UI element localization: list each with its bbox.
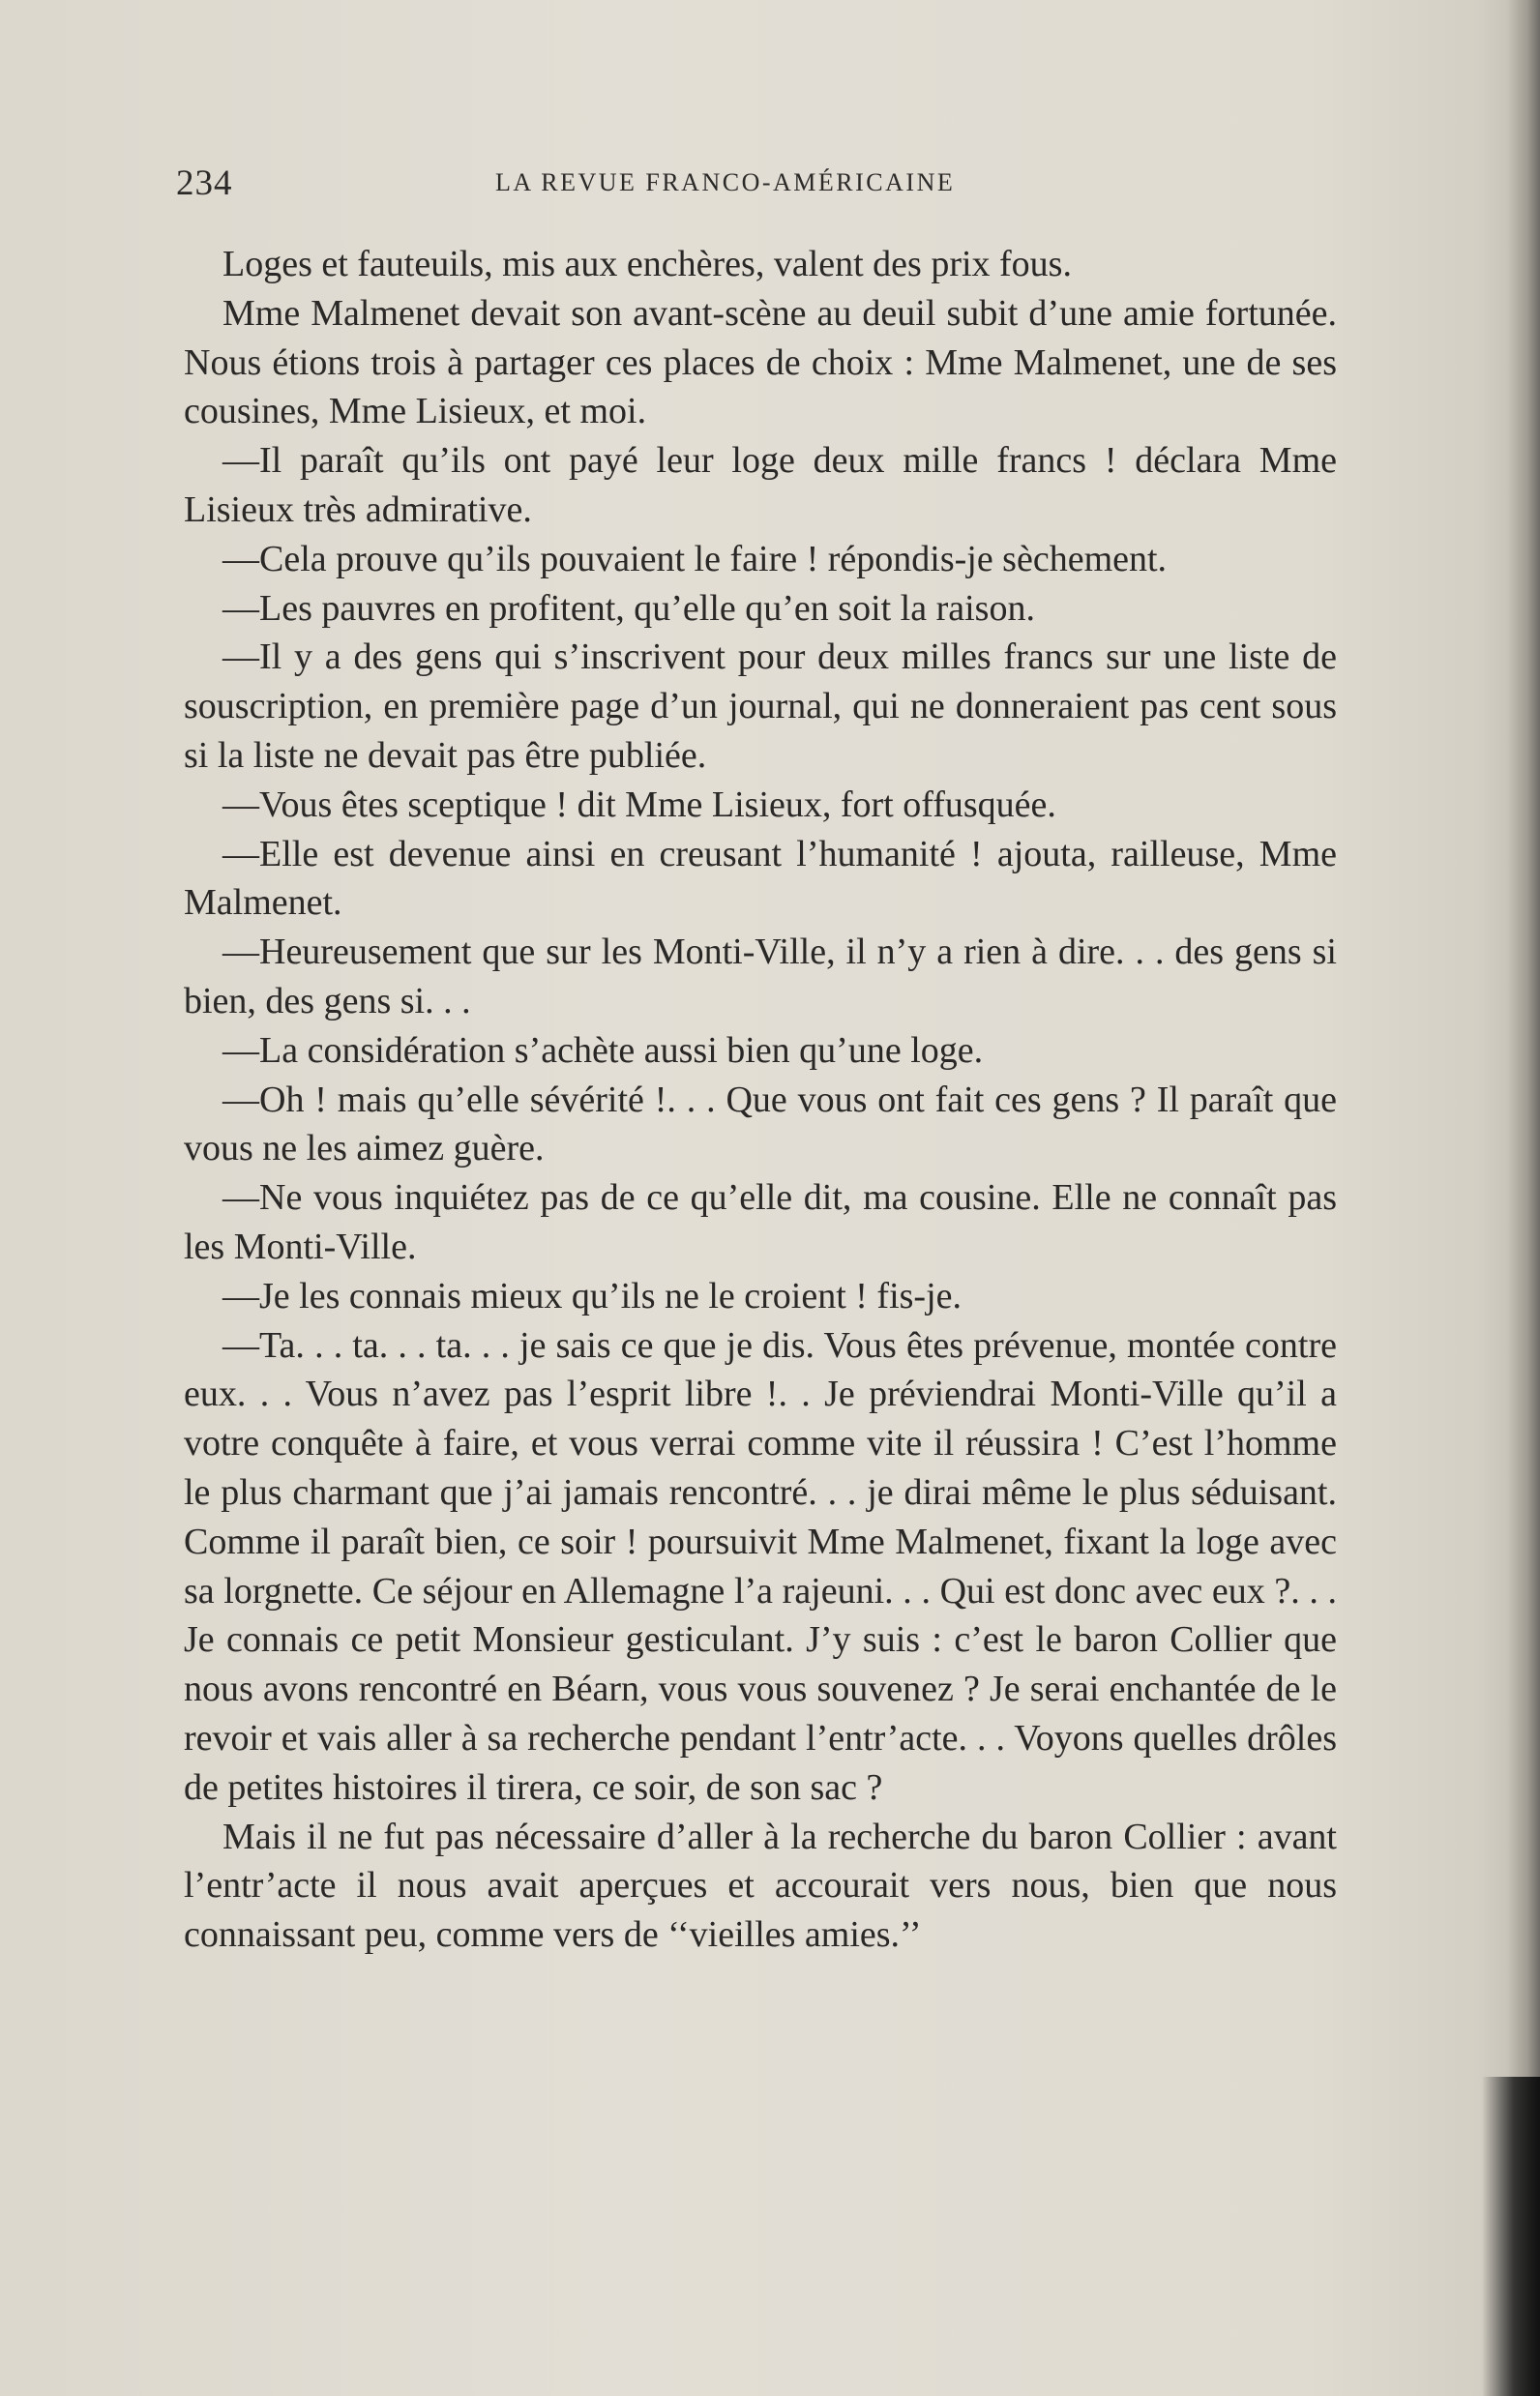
- paragraph: —Les pauvres en profitent, qu’elle qu’en soit la raison.: [222, 587, 1035, 629]
- paragraph: —Il y a des gens qui s’inscrivent pour deux milles francs sur une liste de souscription, en première page d’un journal, qui ne donneraient pas cent sous si la liste ne devait pas être publiée.: [184, 636, 1337, 776]
- paragraph: —Oh ! mais qu’elle sévérité !. . . Que vous ont fait ces gens ? Il paraît que vous ne les aimez guère.: [184, 1079, 1337, 1169]
- paragraph: —Ta. . . ta. . . ta. . . je sais ce que je dis. Vous êtes prévenue, montée contre eux. . . Vous n’avez pas l’esprit libre !. . Je préviendrai Monti-Ville qu’il a votre conquête à faire, et vous verrai comme vite il réussira ! C’est l’homme le plus charmant que j’ai jamais rencontré. . . je dirai même le plus séduisant. Comme il paraît bien, ce soir ! poursuivit Mme Malmenet, fixant la loge avec sa lorgnette. Ce séjour en Allemagne l’a rajeuni. . . Qui est donc avec eux ?. . . Je connais ce petit Monsieur gesticulant. J’y suis : c’est le baron Collier que nous avons rencontré en Béarn, vous vous souvenez ? Je serai enchantée de le revoir et vais aller à sa recherche pendant l’entr’acte. . . Voyons quelles drôles de petites histoires il tirera, ce soir, de son sac ?: [184, 1324, 1337, 1808]
- paragraph: —La considération s’achète aussi bien qu’une loge.: [222, 1029, 984, 1071]
- paragraph: —Elle est devenue ainsi en creusant l’humanité ! ajouta, railleuse, Mme Malmenet.: [184, 833, 1337, 924]
- paragraph: —Vous êtes sceptique ! dit Mme Lisieux, fort offusquée.: [222, 784, 1056, 825]
- paragraph: —Il paraît qu’ils ont payé leur loge deux mille francs ! déclara Mme Lisieux très admirative.: [184, 440, 1337, 530]
- running-title: LA REVUE FRANCO-AMÉRICAINE: [495, 168, 956, 196]
- paragraph: Mme Malmenet devait son avant-scène au deuil subit d’une amie fortunée. Nous étions trois à partager ces places de choix : Mme Malmenet, une de ses cousines, Mme Lisieux, et moi.: [184, 292, 1337, 432]
- body-text: [184, 240, 1337, 1960]
- page-gutter-shadow: [1507, 0, 1540, 2396]
- paragraph: —Ne vous inquiétez pas de ce qu’elle dit, ma cousine. Elle ne connaît pas les Monti-Ville.: [184, 1177, 1337, 1267]
- paragraph: Mais il ne fut pas nécessaire d’aller à la recherche du baron Collier : avant l’entr’acte il nous avait aperçues et accourait vers nous, bien que nous connaissant peu, comme vers de ‘‘vieilles amies.’’: [184, 1816, 1337, 1956]
- page-corner-shadow: [1482, 2077, 1540, 2396]
- paragraph: Loges et fauteuils, mis aux enchères, valent des prix fous.: [222, 244, 1072, 284]
- paragraph: —Heureusement que sur les Monti-Ville, il n’y a rien à dire. . . des gens si bien, des gens si. . .: [184, 932, 1337, 1021]
- paragraph: —Je les connais mieux qu’ils ne le croient ! fis-je.: [222, 1275, 962, 1316]
- paragraph: —Cela prouve qu’ils pouvaient le faire ! répondis-je sèchement.: [222, 538, 1168, 579]
- page-number: 234: [176, 163, 233, 203]
- running-header: [176, 163, 1347, 211]
